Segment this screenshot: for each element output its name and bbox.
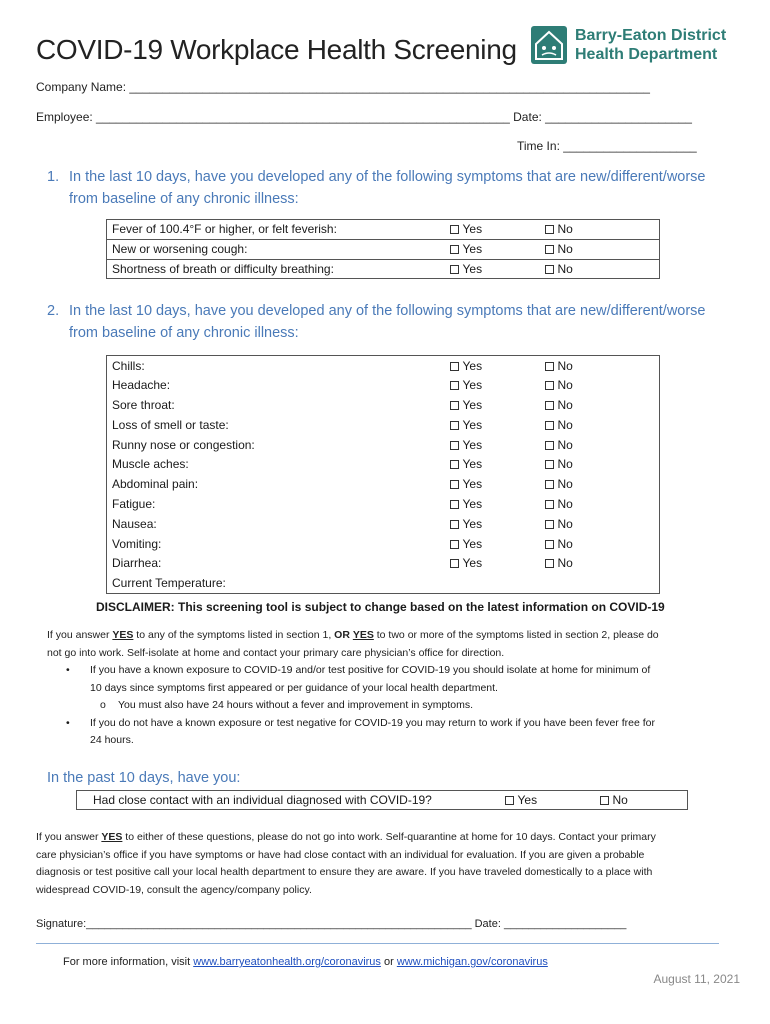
sub-bullet-icon: o	[100, 699, 106, 711]
yes-label: Yes	[462, 457, 483, 472]
question-1-line-2: from baseline of any chronic illness:	[69, 191, 299, 207]
checkbox-icon[interactable]	[450, 540, 459, 549]
document-date: August 11, 2021	[653, 972, 740, 986]
no-option[interactable]	[540, 494, 660, 514]
no-label: No	[557, 242, 573, 257]
checkbox-icon[interactable]	[450, 500, 459, 509]
instr-text: If you answer	[47, 629, 113, 641]
final-yes: YES	[101, 831, 123, 843]
checkbox-icon[interactable]	[450, 245, 459, 254]
logo-line-1: Barry-Eaton District	[575, 27, 727, 44]
question-2-line-1: In the last 10 days, have you developed any of the following symptoms that are new/different/worse	[69, 303, 706, 319]
yes-label: Yes	[462, 516, 483, 531]
yes-label: Yes	[462, 358, 483, 373]
checkbox-icon[interactable]	[545, 480, 554, 489]
no-label: No	[557, 536, 573, 551]
symptom-row	[107, 259, 660, 279]
sub-bullet-item	[60, 697, 655, 715]
checkbox-icon[interactable]	[450, 421, 459, 430]
signature-date-field[interactable]: Signature:_______________________________________________________________ Date: ____________________	[36, 918, 627, 930]
symptom-label: Chills:	[112, 358, 145, 373]
symptom-row	[107, 553, 660, 573]
yes-label: Yes	[517, 793, 538, 807]
close-contact-no-option[interactable]	[592, 791, 688, 810]
checkbox-icon[interactable]	[450, 520, 459, 529]
bullet-icon: •	[66, 664, 70, 676]
yes-option[interactable]	[445, 494, 540, 514]
no-label: No	[557, 378, 573, 393]
checkbox-icon[interactable]	[545, 559, 554, 568]
symptom-label: Abdominal pain:	[112, 477, 199, 492]
checkbox-icon[interactable]	[545, 401, 554, 410]
yes-option[interactable]	[445, 415, 540, 435]
symptom-label: Shortness of breath or difficulty breathing:	[107, 259, 445, 279]
instr-text: to any of the symptoms listed in section 1,	[133, 629, 335, 641]
instructions-paragraph	[47, 627, 659, 662]
symptom-label: New or worsening cough:	[107, 239, 445, 259]
yes-option[interactable]	[445, 454, 540, 474]
question-2-number: 2.	[47, 303, 60, 319]
symptom-label: Loss of smell or taste:	[112, 417, 229, 432]
footer-info	[63, 956, 548, 968]
yes-option[interactable]	[445, 435, 540, 455]
checkbox-icon[interactable]	[545, 520, 554, 529]
no-label: No	[557, 437, 573, 452]
no-label: No	[557, 496, 573, 511]
no-option[interactable]	[540, 356, 660, 376]
no-option[interactable]	[540, 375, 660, 395]
no-option[interactable]	[540, 239, 660, 259]
no-option[interactable]	[540, 474, 660, 494]
yes-option[interactable]	[445, 474, 540, 494]
final-text: If you answer	[36, 831, 102, 843]
footer-text: For more information, visit	[63, 956, 194, 968]
symptoms-table-1	[106, 219, 660, 279]
symptom-label: Nausea:	[112, 516, 157, 531]
time-in-field[interactable]: Time In: ____________________	[517, 139, 697, 153]
checkbox-icon[interactable]	[545, 381, 554, 390]
checkbox-icon[interactable]	[450, 362, 459, 371]
symptom-row	[107, 534, 660, 554]
bullet-item	[60, 662, 655, 697]
no-label: No	[557, 397, 573, 412]
symptom-row	[107, 474, 660, 494]
footer-divider	[36, 943, 719, 944]
bullet-icon: •	[66, 716, 70, 729]
symptoms-table-2	[106, 355, 660, 594]
symptom-label: Diarrhea:	[112, 556, 162, 571]
checkbox-icon[interactable]	[545, 421, 554, 430]
health-department-logo	[531, 26, 726, 64]
symptom-label: Sore throat:	[112, 397, 175, 412]
temperature-row	[107, 573, 660, 593]
symptom-row	[107, 395, 660, 415]
yes-label: Yes	[462, 261, 483, 276]
bullet-item	[60, 715, 655, 750]
symptom-row	[107, 375, 660, 395]
final-text: widespread COVID-19, consult the agency/company policy.	[36, 883, 312, 896]
yes-option[interactable]	[445, 534, 540, 554]
sub-bullet-text: You must also have 24 hours without a fever and improvement in symptoms.	[118, 699, 474, 711]
no-label: No	[557, 457, 573, 472]
bullet-text: 24 hours.	[90, 734, 134, 746]
checkbox-icon[interactable]	[545, 265, 554, 274]
page-title: COVID-19 Workplace Health Screening	[36, 34, 517, 65]
symptom-row	[107, 220, 660, 240]
checkbox-icon[interactable]	[600, 796, 609, 805]
checkbox-icon[interactable]	[450, 381, 459, 390]
checkbox-icon[interactable]	[545, 500, 554, 509]
instructions-bullets	[60, 662, 655, 750]
checkbox-icon[interactable]	[505, 796, 514, 805]
checkbox-icon[interactable]	[450, 265, 459, 274]
yes-label: Yes	[462, 496, 483, 511]
checkbox-icon[interactable]	[450, 480, 459, 489]
current-temperature-label[interactable]: Current Temperature:	[112, 575, 226, 590]
question-1-number: 1.	[47, 169, 60, 185]
symptom-row	[107, 435, 660, 455]
instr-text: to two or more of the symptoms listed in section 2, please do	[373, 629, 659, 641]
yes-label: Yes	[462, 417, 483, 432]
symptom-row	[107, 356, 660, 376]
company-name-field[interactable]: Company Name: ______________________________________________________________________________	[36, 80, 650, 94]
checkbox-icon[interactable]	[450, 559, 459, 568]
symptom-row	[107, 239, 660, 259]
no-option[interactable]	[540, 514, 660, 534]
symptom-label: Vomiting:	[112, 536, 162, 551]
no-label: No	[557, 417, 573, 432]
no-label: No	[557, 477, 573, 492]
yes-option[interactable]	[445, 514, 540, 534]
final-text: diagnosis or test positive call your local health department to ensure they are aware. If you have traveled domestically to a place with	[36, 866, 653, 878]
no-option[interactable]	[540, 435, 660, 455]
checkbox-icon[interactable]	[450, 460, 459, 469]
symptom-label: Headache:	[112, 378, 171, 393]
final-paragraph	[36, 829, 656, 899]
checkbox-icon[interactable]	[545, 225, 554, 234]
yes-label: Yes	[462, 477, 483, 492]
yes-option[interactable]	[445, 375, 540, 395]
no-option[interactable]	[540, 220, 660, 240]
employee-date-field[interactable]: Employee: ______________________________________________________________ Date: ______________________	[36, 110, 692, 124]
yes-option[interactable]	[445, 553, 540, 573]
question-2	[47, 300, 706, 344]
close-contact-table	[76, 790, 688, 810]
symptom-label: Runny nose or congestion:	[112, 437, 255, 452]
yes-option[interactable]	[445, 395, 540, 415]
question-2-line-2: from baseline of any chronic illness:	[69, 325, 299, 341]
instr-yes: YES	[352, 629, 374, 641]
no-option[interactable]	[540, 395, 660, 415]
yes-option[interactable]	[445, 220, 540, 240]
bullet-text: If you have a known exposure to COVID-19 and/or test positive for COVID-19 you should isolate at home for minimum of	[90, 664, 651, 676]
yes-label: Yes	[462, 536, 483, 551]
checkbox-icon[interactable]	[545, 362, 554, 371]
checkbox-icon[interactable]	[545, 460, 554, 469]
yes-option[interactable]	[445, 259, 540, 279]
barry-eaton-link[interactable]: www.barryeatonhealth.org/coronavirus	[193, 956, 381, 968]
symptom-row	[107, 454, 660, 474]
house-logo-icon	[531, 26, 567, 64]
yes-label: Yes	[462, 397, 483, 412]
no-option[interactable]	[540, 259, 660, 279]
checkbox-icon[interactable]	[545, 540, 554, 549]
footer-text: or	[380, 956, 397, 968]
yes-label: Yes	[462, 222, 483, 237]
symptom-row	[107, 494, 660, 514]
symptom-row	[107, 514, 660, 534]
disclaimer: DISCLAIMER: This screening tool is subject to change based on the latest information on COVID-19	[96, 600, 665, 614]
symptom-label: Fatigue:	[112, 496, 156, 511]
checkbox-icon[interactable]	[450, 401, 459, 410]
final-text: care physician’s office if you have symptoms or have had close contact with an individual for evaluation. If you are given a probable	[36, 848, 645, 861]
checkbox-icon[interactable]	[545, 245, 554, 254]
question-1-line-1: In the last 10 days, have you developed any of the following symptoms that are new/different/worse	[69, 169, 706, 185]
no-option[interactable]	[540, 415, 660, 435]
question-1	[47, 166, 706, 210]
yes-label: Yes	[462, 378, 483, 393]
no-label: No	[557, 222, 573, 237]
logo-line-2: Health Department	[575, 46, 718, 63]
yes-label: Yes	[462, 242, 483, 257]
empty-cell	[540, 573, 660, 593]
no-label: No	[557, 358, 573, 373]
yes-option[interactable]	[445, 356, 540, 376]
instr-text: not go into work. Self-isolate at home and contact your primary care physician’s office for direction.	[47, 646, 505, 659]
yes-option[interactable]	[445, 239, 540, 259]
yes-label: Yes	[462, 437, 483, 452]
final-text: to either of these questions, please do not go into work. Self-quarantine at home for 10 days. Contact your primary	[122, 831, 656, 843]
no-label: No	[557, 261, 573, 276]
no-label: No	[557, 556, 573, 571]
no-label: No	[612, 793, 628, 807]
checkbox-icon[interactable]	[545, 441, 554, 450]
no-option[interactable]	[540, 454, 660, 474]
no-option[interactable]	[540, 534, 660, 554]
section-3-heading: In the past 10 days, have you:	[47, 770, 241, 786]
close-contact-question: Had close contact with an individual diagnosed with COVID-19?	[93, 793, 432, 807]
empty-cell	[445, 573, 540, 593]
no-option[interactable]	[540, 553, 660, 573]
bullet-text: If you do not have a known exposure or test negative for COVID-19 you may return to work if you have been fever free for	[90, 716, 655, 729]
instr-yes: YES	[112, 629, 134, 641]
symptom-label: Muscle aches:	[112, 457, 189, 472]
bullet-text: 10 days since symptoms first appeared or per guidance of your local health department.	[90, 681, 498, 694]
michigan-link[interactable]: www.michigan.gov/coronavirus	[396, 956, 548, 968]
instr-or: OR	[334, 629, 350, 641]
no-label: No	[557, 516, 573, 531]
yes-label: Yes	[462, 556, 483, 571]
checkbox-icon[interactable]	[450, 225, 459, 234]
close-contact-yes-option[interactable]	[497, 791, 592, 810]
checkbox-icon[interactable]	[450, 441, 459, 450]
symptom-label: Fever of 100.4°F or higher, or felt feverish:	[112, 222, 337, 237]
symptom-row	[107, 415, 660, 435]
